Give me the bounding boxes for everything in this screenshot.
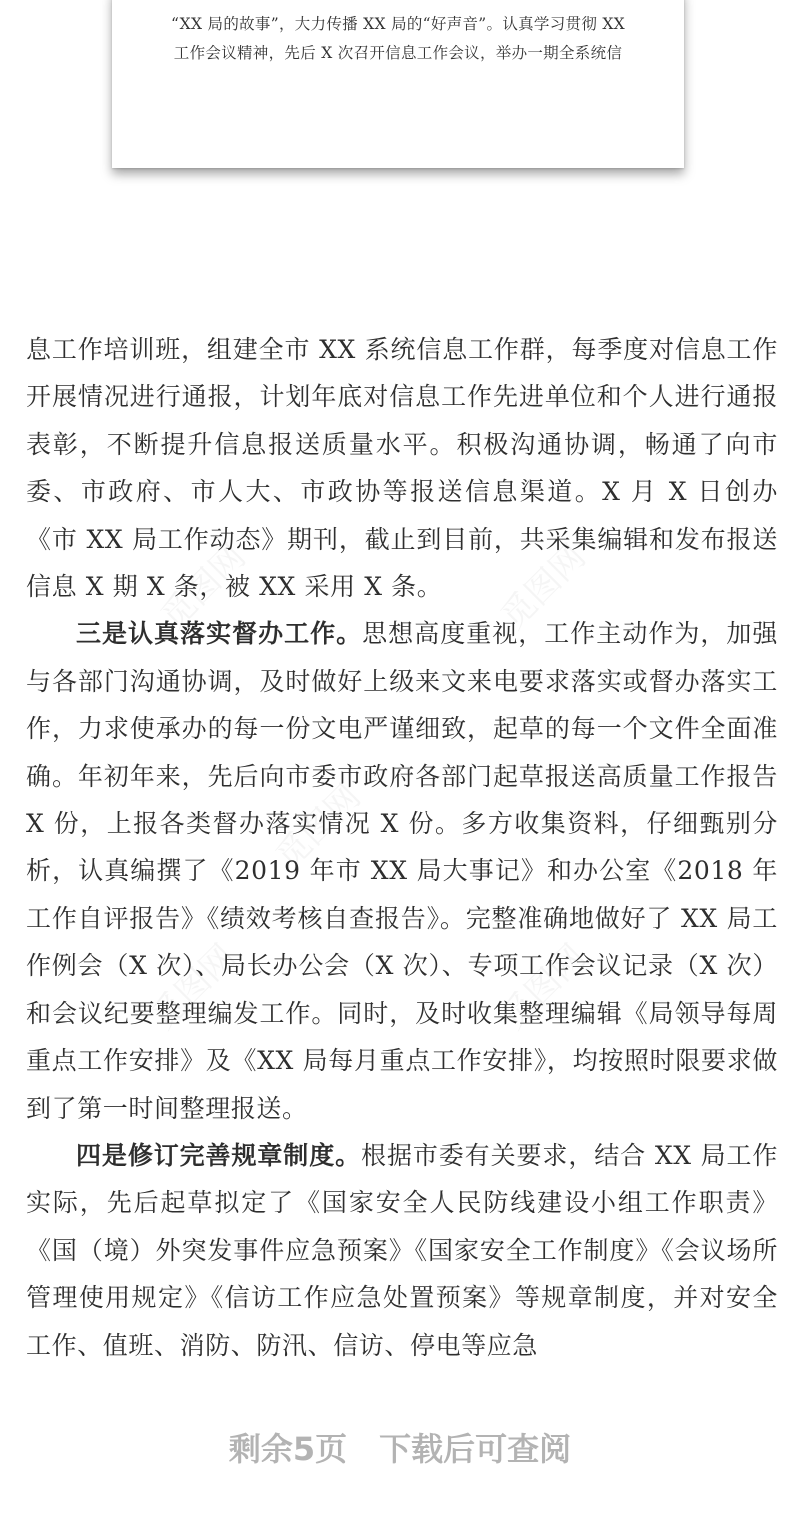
paragraph-regulations <box>26 1132 778 1369</box>
watermark: 觅图网 <box>153 536 254 638</box>
paragraph-continuation: 息工作培训班，组建全市 XX 系统信息工作群，每季度对信息工作开展情况进行通报，计划年底对信息工作先进单位和个人进行通报表彰，不断提升信息报送质量水平。积极沟通协调，畅通了向市委、市政府、市人大、市政协等报送信息渠道。X 月 X 日创办《市 XX 局工作动态》期刊，截止到目前，共采集编辑和发布报送信息 X 期 X 条，被 XX 采用 X 条。 <box>26 335 778 602</box>
paragraph-text: 根据市委有关要求，结合 XX 局工作实际，先后起草拟定了《国家安全人民防线建设小组工作职责》《国（境）外突发事件应急预案》《国家安全工作制度》《会议场所管理使用规定》《信访工作应急处置预案》等规章制度，并对安全工作、值班、消防、防汛、信访、停电等应急 <box>26 1140 778 1360</box>
previous-page-card <box>112 0 684 168</box>
watermark: 觅图网 <box>493 936 594 1038</box>
watermark: 觅图网 <box>493 536 594 638</box>
paragraph-lead: 三是认真落实督办工作。 <box>76 619 363 649</box>
paragraph-text: 思想高度重视，工作主动作为，加强与各部门沟通协调，及时做好上级来文来电要求落实或督办落实工作，力求使承办的每一份文电严谨细致，起草的每一个文件全面准确。年初年来，先后向市委市政府各部门起草报送高质量工作报告 X 份，上报各类督办落实情况 X 份。多方收集资料，仔细甄别分析，认真编撰了《2019 年市 XX 局大事记》和办公室《2018 年工作自评报告》《绩效考核自查报告》。完整准确地做好了 XX 局工作例会（X 次）、局长办公会（X 次）、专项工作会议记录（X 次）和会议纪要整理编发工作。同时，及时收集整理编辑《局领导每周重点工作安排》及《XX 局每月重点工作安排》，均按照时限要求做到了第一时间整理报送。 <box>26 619 778 1123</box>
card-text-line-1: “XX 局的故事”，大力传播 XX 局的“好声音”。认真学习贯彻 XX <box>170 15 626 33</box>
paragraph-lead: 四是修订完善规章制度。 <box>76 1140 362 1170</box>
document-body <box>26 326 778 1369</box>
card-text-line-2: 工作会议精神，先后 X 次召开信息工作会议，举办一期全系统信 <box>173 44 623 62</box>
paragraph-supervision <box>26 610 778 1131</box>
watermark: 觅图网 <box>268 776 369 878</box>
remaining-pages-prompt[interactable]: 剩余5页 下载后可查阅 <box>228 1430 572 1468</box>
watermark: 觅图网 <box>143 936 244 1038</box>
